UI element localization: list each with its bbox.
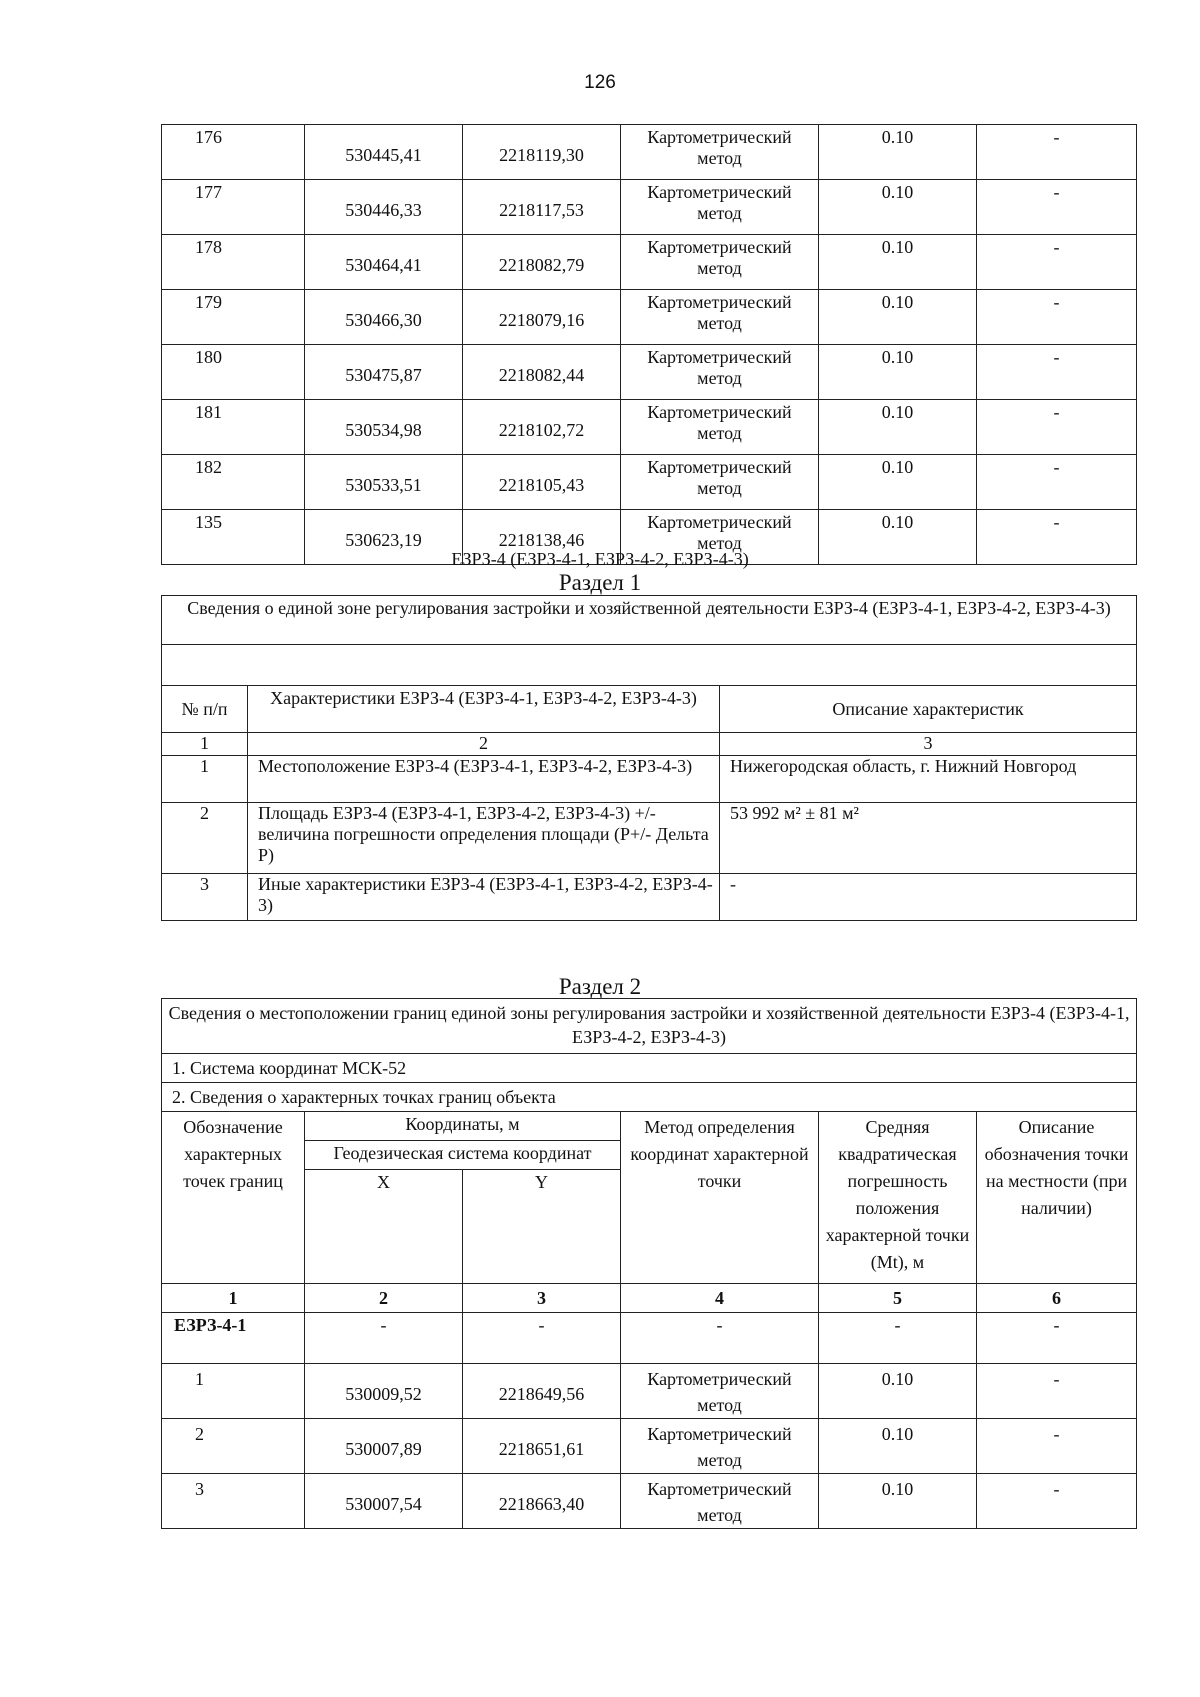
coord-x: 530475,87 <box>305 345 463 400</box>
error: 0.10 <box>819 1364 977 1419</box>
error: 0.10 <box>819 290 977 345</box>
section1-header: Сведения о единой зоне регулирования застройки и хозяйственной деятельности ЕЗРЗ-4 (ЕЗРЗ-4-1, ЕЗРЗ-4-2, ЕЗРЗ-4-3) <box>162 596 1137 645</box>
error: 0.10 <box>819 510 977 565</box>
point-id: 3 <box>162 1474 305 1529</box>
col-method-header: Метод определения координат характерной точки <box>621 1112 819 1284</box>
coord-y: 2218651,61 <box>463 1419 621 1474</box>
group-y: - <box>463 1313 621 1364</box>
method: Картометрический метод <box>621 1419 819 1474</box>
coord-y: 2218105,43 <box>463 455 621 510</box>
table-row <box>162 1364 1137 1419</box>
group-name: ЕЗРЗ-4-1 <box>162 1313 305 1364</box>
col-point-header: Обозначение характерных точек границ <box>162 1112 305 1284</box>
coord-y: 2218102,72 <box>463 400 621 455</box>
point-id: 181 <box>162 400 305 455</box>
table-row <box>162 400 1137 455</box>
description: - <box>977 1419 1137 1474</box>
method: Картометрический метод <box>621 1474 819 1529</box>
error: 0.10 <box>819 235 977 290</box>
page-number: 126 <box>584 72 616 93</box>
error: 0.10 <box>819 455 977 510</box>
coord-x: 530464,41 <box>305 235 463 290</box>
empty-row <box>162 645 1137 686</box>
col-desc-header: Описание характеристик <box>720 686 1137 733</box>
index-cell: 1 <box>162 1284 305 1313</box>
coord-x: 530533,51 <box>305 455 463 510</box>
row-desc: 53 992 м² ± 81 м² <box>720 803 1137 874</box>
section1-table <box>161 595 1137 921</box>
row-num: 1 <box>162 756 248 803</box>
section2-title: Раздел 2 <box>558 974 642 999</box>
table-row <box>162 455 1137 510</box>
coord-y: 2218119,30 <box>463 125 621 180</box>
table-row <box>162 125 1137 180</box>
coord-x: 530466,30 <box>305 290 463 345</box>
zone-caption: ЕЗРЗ-4 (ЕЗРЗ-4-1, ЕЗРЗ-4-2, ЕЗРЗ-4-3) <box>451 549 749 569</box>
method: Картометрический метод <box>621 290 819 345</box>
coord-y: 2218138,46 <box>463 510 621 565</box>
point-id: 180 <box>162 345 305 400</box>
group-error: - <box>819 1313 977 1364</box>
coord-x: 530534,98 <box>305 400 463 455</box>
index-cell: 3 <box>463 1284 621 1313</box>
coord-y: 2218082,79 <box>463 235 621 290</box>
point-id: 182 <box>162 455 305 510</box>
error: 0.10 <box>819 345 977 400</box>
col-geo-header: Геодезическая система координат <box>305 1141 621 1170</box>
method: Картометрический метод <box>621 1364 819 1419</box>
coord-y: 2218649,56 <box>463 1364 621 1419</box>
coord-y: 2218079,16 <box>463 290 621 345</box>
table-row <box>162 345 1137 400</box>
row-desc: - <box>720 874 1137 921</box>
coord-x: 530446,33 <box>305 180 463 235</box>
method: Картометрический метод <box>621 345 819 400</box>
table-row <box>162 1419 1137 1474</box>
col-desc-header: Описание обозначения точки на местности (при наличии) <box>977 1112 1137 1284</box>
error: 0.10 <box>819 1419 977 1474</box>
point-id: 2 <box>162 1419 305 1474</box>
index-cell: 2 <box>248 733 720 756</box>
index-cell: 4 <box>621 1284 819 1313</box>
method: Картометрический метод <box>621 235 819 290</box>
method: Картометрический метод <box>621 455 819 510</box>
method: Картометрический метод <box>621 180 819 235</box>
error: 0.10 <box>819 125 977 180</box>
description: - <box>977 345 1137 400</box>
table-row <box>162 180 1137 235</box>
coord-x: 530623,19 <box>305 510 463 565</box>
col-error-header: Средняя квадратическая погрешность положения характерной точки (Mt), м <box>819 1112 977 1284</box>
description: - <box>977 1474 1137 1529</box>
method: Картометрический метод <box>621 400 819 455</box>
col-y-header: Y <box>463 1170 621 1284</box>
point-id: 135 <box>162 510 305 565</box>
col-char-header: Характеристики ЕЗРЗ-4 (ЕЗРЗ-4-1, ЕЗРЗ-4-2, ЕЗРЗ-4-3) <box>248 686 720 733</box>
coordinates-table-continued <box>161 124 1137 565</box>
coord-y: 2218082,44 <box>463 345 621 400</box>
method: Картометрический метод <box>621 125 819 180</box>
error: 0.10 <box>819 180 977 235</box>
coord-y: 2218117,53 <box>463 180 621 235</box>
description: - <box>977 180 1137 235</box>
index-cell: 2 <box>305 1284 463 1313</box>
description: - <box>977 400 1137 455</box>
point-id: 179 <box>162 290 305 345</box>
coord-x: 530007,54 <box>305 1474 463 1529</box>
point-id: 176 <box>162 125 305 180</box>
description: - <box>977 455 1137 510</box>
row-num: 3 <box>162 874 248 921</box>
error: 0.10 <box>819 1474 977 1529</box>
index-cell: 5 <box>819 1284 977 1313</box>
row-num: 2 <box>162 803 248 874</box>
group-desc: - <box>977 1313 1137 1364</box>
coord-x: 530007,89 <box>305 1419 463 1474</box>
description: - <box>977 235 1137 290</box>
description: - <box>977 125 1137 180</box>
row-desc: Нижегородская область, г. Нижний Новгород <box>720 756 1137 803</box>
index-cell: 3 <box>720 733 1137 756</box>
description: - <box>977 290 1137 345</box>
section2-header: Сведения о местоположении границ единой зоны регулирования застройки и хозяйственной деятельности ЕЗРЗ-4 (ЕЗРЗ-4-1, ЕЗРЗ-4-2, ЕЗРЗ-4-3) <box>162 999 1137 1054</box>
group-x: - <box>305 1313 463 1364</box>
point-id: 1 <box>162 1364 305 1419</box>
description: - <box>977 510 1137 565</box>
table-row <box>162 235 1137 290</box>
method: Картометрический метод <box>621 510 819 565</box>
row-char: Площадь ЕЗРЗ-4 (ЕЗРЗ-4-1, ЕЗРЗ-4-2, ЕЗРЗ-4-3) +/- величина погрешности определения площади (P+/- Дельта P) <box>248 803 720 874</box>
row-char: Местоположение ЕЗРЗ-4 (ЕЗРЗ-4-1, ЕЗРЗ-4-2, ЕЗРЗ-4-3) <box>248 756 720 803</box>
section1-title: Раздел 1 <box>558 570 642 595</box>
col-num-header: № п/п <box>162 686 248 733</box>
index-cell: 1 <box>162 733 248 756</box>
coord-y: 2218663,40 <box>463 1474 621 1529</box>
table-row <box>162 1474 1137 1529</box>
group-method: - <box>621 1313 819 1364</box>
coord-x: 530009,52 <box>305 1364 463 1419</box>
description: - <box>977 1364 1137 1419</box>
index-cell: 6 <box>977 1284 1137 1313</box>
point-id: 177 <box>162 180 305 235</box>
row-char: Иные характеристики ЕЗРЗ-4 (ЕЗРЗ-4-1, ЕЗРЗ-4-2, ЕЗРЗ-4-3) <box>248 874 720 921</box>
error: 0.10 <box>819 400 977 455</box>
point-id: 178 <box>162 235 305 290</box>
coord-x: 530445,41 <box>305 125 463 180</box>
coord-system: 1. Система координат МСК-52 <box>162 1054 1137 1083</box>
points-info: 2. Сведения о характерных точках границ объекта <box>162 1083 1137 1112</box>
col-coords-header: Координаты, м <box>305 1112 621 1141</box>
col-x-header: X <box>305 1170 463 1284</box>
table-row <box>162 290 1137 345</box>
section2-table <box>161 998 1137 1529</box>
